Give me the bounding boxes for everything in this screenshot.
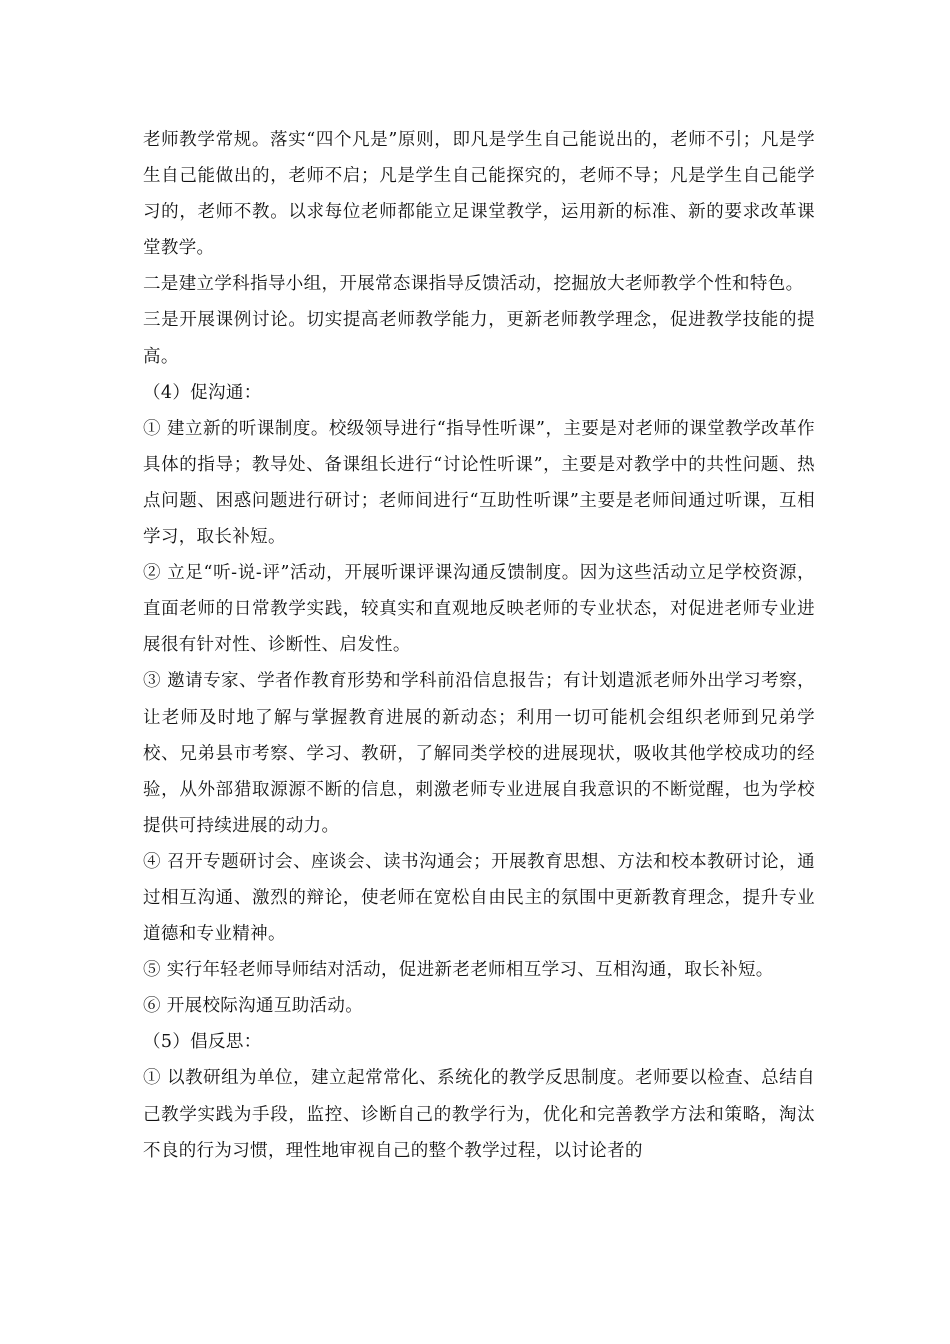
list-item-lesson-observation-system: ① 建立新的听课制度。校级领导进行“指导性听课”，主要是对老师的课堂教学改革作具体的指导；教导处、备课组长进行“讨论性听课”，主要是对教学中的共性问题、热点问题、困惑问题进行研讨；老师间进行“互助性听课”主要是老师间通过听课，互相学习，取长补短。 (143, 418, 815, 548)
list-item-seminars: ④ 召开专题研讨会、座谈会、读书沟通会；开展教育思想、方法和校本教研讨论，通过相互沟通、激烈的辩论，使老师在宽松自由民主的氛围中更新教育理念，提升专业道德和专业精神。 (143, 851, 815, 945)
paragraph-subject-guidance-group: 二是建立学科指导小组，开展常态课指导反馈活动，挖掘放大老师教学个性和特色。 (143, 274, 804, 295)
section-heading-reflection: （5）倡反思： (143, 1032, 262, 1053)
paragraph-teaching-routine: 老师教学常规。落实“四个凡是”原则，即凡是学生自己能说出的，老师不引；凡是学生自己能做出的，老师不启；凡是学生自己能探究的，老师不导；凡是学生自己能学习的，老师不教。以求每位老师都能立足课堂教学，运用新的标准、新的要求改革课堂教学。 (143, 130, 815, 259)
list-item-mentor-pairing: ⑤ 实行年轻老师导师结对活动，促进新老老师相互学习、互相沟通，取长补短。 (143, 960, 774, 981)
section-heading-communication: （4）促沟通： (143, 382, 262, 403)
list-item-inter-school-exchange: ⑥ 开展校际沟通互助活动。 (143, 996, 364, 1017)
document-body (143, 122, 815, 1169)
list-item-expert-reports: ③ 邀请专家、学者作教育形势和学科前沿信息报告；有计划遣派老师外出学习考察，让老师及时地了解与掌握教育进展的新动态；利用一切可能机会组织老师到兄弟学校、兄弟县市考察、学习、教研，了解同类学校的进展现状，吸收其他学校成功的经验，从外部猎取源源不断的信息，刺激老师专业进展自我意识的不断觉醒，也为学校提供可持续进展的动力。 (143, 671, 815, 836)
list-item-reflection-system: ① 以教研组为单位，建立起常常化、系统化的教学反思制度。老师要以检查、总结自己教学实践为手段，监控、诊断自己的教学行为，优化和完善教学方法和策略，淘汰不良的行为习惯，理性地审视自己的整个教学过程，以讨论者的 (143, 1068, 815, 1161)
list-item-listen-speak-evaluate: ② 立足“听-说-评”活动，开展听课评课沟通反馈制度。因为这些活动立足学校资源，直面老师的日常教学实践，较真实和直观地反映老师的专业状态，对促进老师专业进展很有针对性、诊断性、启发性。 (143, 563, 815, 656)
paragraph-lesson-case-discussion: 三是开展课例讨论。切实提高老师教学能力，更新老师教学理念，促进教学技能的提高。 (143, 310, 815, 367)
